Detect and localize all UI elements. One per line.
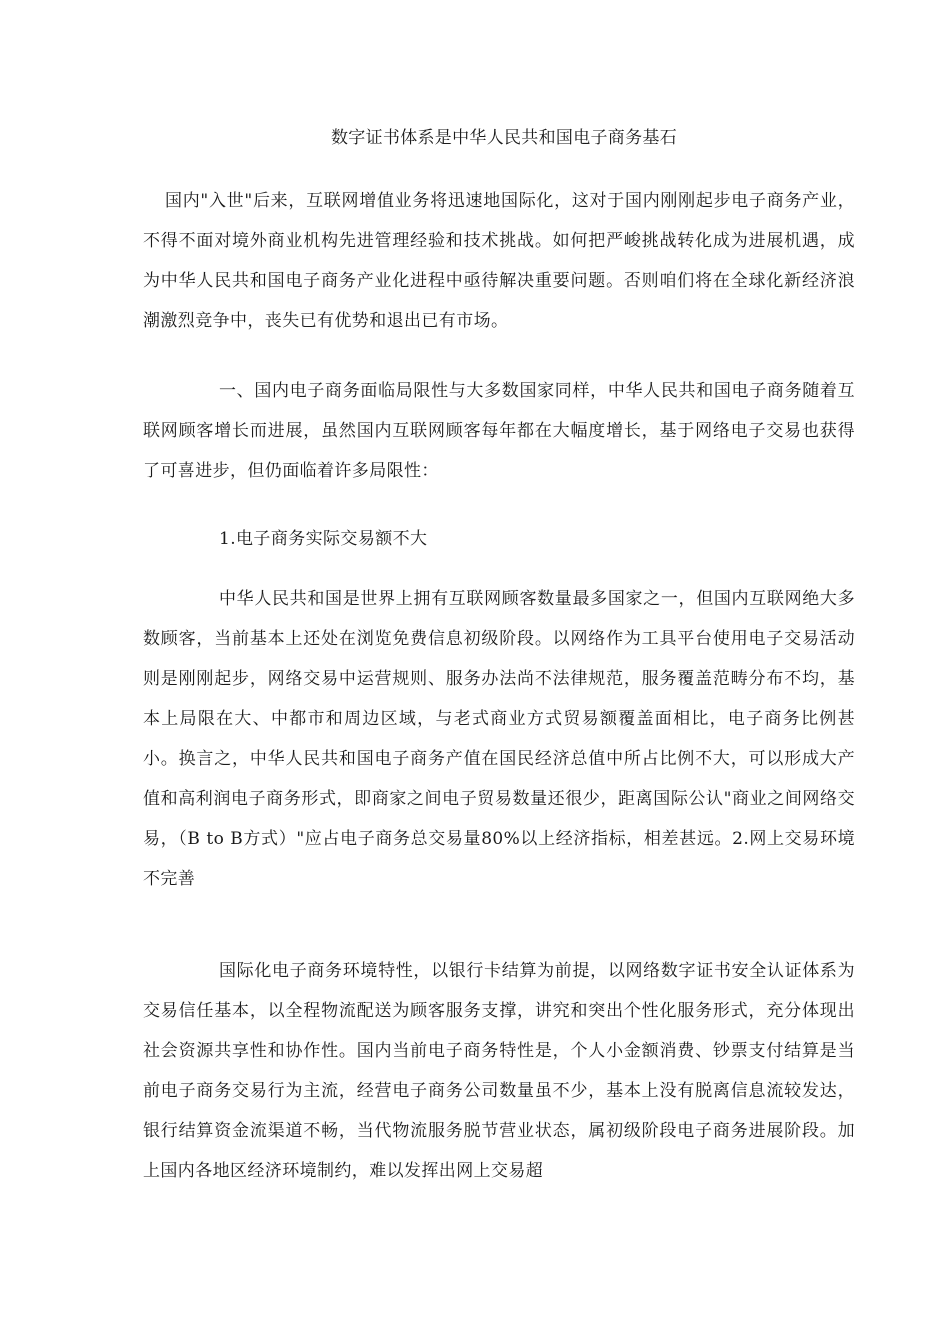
paragraph-intro: 国内"入世"后来，互联网增值业务将迅速地国际化，这对于国内刚刚起步电子商务产业，不得不面对境外商业机构先进管理经验和技术挑战。如何把严峻挑战转化成为进展机遇，成为中华人民共和国电子商务产业化进程中亟待解决重要问题。否则咱们将在全球化新经济浪潮激烈竞争中，丧失已有优势和退出已有市场。 (143, 191, 855, 331)
paragraph-subheading-one: 1.电子商务实际交易额不大 (219, 529, 428, 549)
paragraph-section-one: 一、国内电子商务面临局限性与大多数国家同样，中华人民共和国电子商务随着互联网顾客增长而进展，虽然国内互联网顾客每年都在大幅度增长，基于网络电子交易也获得了可喜进步，但仍面临着许多局限性： (143, 381, 855, 481)
paragraph-trade-environment: 国际化电子商务环境特性，以银行卡结算为前提，以网络数字证书安全认证体系为交易信任基本，以全程物流配送为顾客服务支撑，讲究和突出个性化服务形式，充分体现出社会资源共享性和协作性。国内当前电子商务特性是，个人小金额消费、钞票支付结算是当前电子商务交易行为主流，经营电子商务公司数量虽不少，基本上没有脱离信息流较发达，银行结算资金流渠道不畅，当代物流服务脱节营业状态，属初级阶段电子商务进展阶段。加上国内各地区经济环境制约，难以发挥出网上交易超 (143, 961, 855, 1181)
paragraph-transaction-volume: 中华人民共和国是世界上拥有互联网顾客数量最多国家之一，但国内互联网绝大多数顾客，当前基本上还处在浏览免费信息初级阶段。以网络作为工具平台使用电子交易活动则是刚刚起步，网络交易中运营规则、服务办法尚不法律规范，服务覆盖范畴分布不均，基本上局限在大、中都市和周边区域，与老式商业方式贸易额覆盖面相比，电子商务比例甚小。换言之，中华人民共和国电子商务产值在国民经济总值中所占比例不大，可以形成大产值和高利润电子商务形式，即商家之间电子贸易数量还很少，距离国际公认"商业之间网络交易，（B to B方式）"应占电子商务总交易量80%以上经济指标，相差甚远。2.网上交易环境不完善 (143, 589, 855, 889)
document-title: 数字证书体系是中华人民共和国电子商务基石 (331, 128, 677, 148)
